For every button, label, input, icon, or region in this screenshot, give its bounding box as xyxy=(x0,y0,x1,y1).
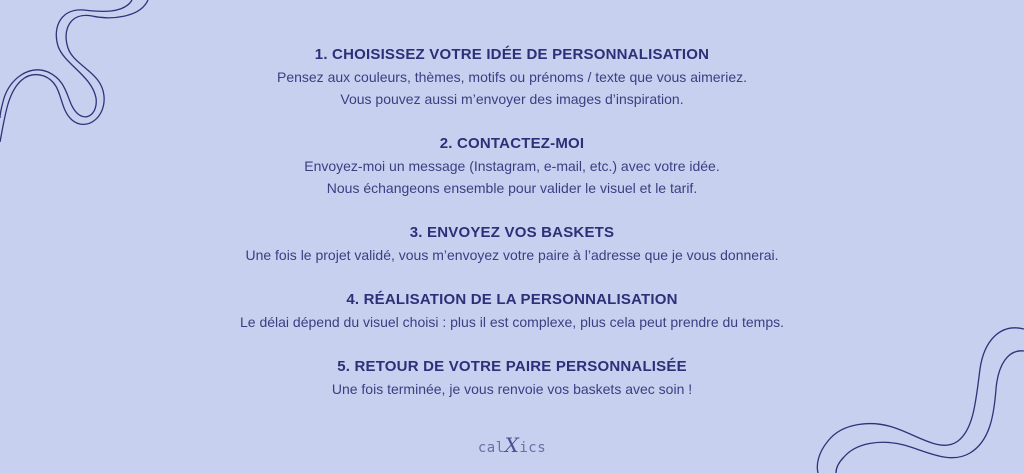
step-5 xyxy=(0,356,1024,400)
customization-steps xyxy=(0,44,1024,400)
brand-logo-mark: X xyxy=(504,433,520,457)
step-3 xyxy=(0,222,1024,266)
step-description-line: Nous échangeons ensemble pour valider le visuel et le tarif. xyxy=(326,180,698,196)
step-description-line: Pensez aux couleurs, thèmes, motifs ou prénoms / texte que vous aimeriez. xyxy=(276,69,747,85)
step-description-line: Une fois terminée, je vous renvoie vos baskets avec soin ! xyxy=(331,381,693,397)
step-description-line: Une fois le projet validé, vous m’envoyez votre paire à l’adresse que je vous donnerai. xyxy=(245,247,779,263)
step-1 xyxy=(0,44,1024,110)
step-title: 1. CHOISISSEZ VOTRE IDÉE DE PERSONNALISATION xyxy=(314,46,710,63)
brand-logo-text-end: ics xyxy=(519,440,547,456)
step-2 xyxy=(0,133,1024,199)
step-description-line: Le délai dépend du visuel choisi : plus il est complexe, plus cela peut prendre du temps. xyxy=(240,314,784,330)
brand-logo-text-start: cal xyxy=(477,440,505,456)
step-4 xyxy=(0,289,1024,333)
step-description-line: Vous pouvez aussi m’envoyer des images d’inspiration. xyxy=(340,91,684,107)
brand-logo xyxy=(0,433,1024,457)
step-title: 4. RÉALISATION DE LA PERSONNALISATION xyxy=(346,291,678,308)
step-title: 2. CONTACTEZ-MOI xyxy=(439,135,585,152)
step-title: 3. ENVOYEZ VOS BASKETS xyxy=(409,224,615,241)
step-description-line: Envoyez-moi un message (Instagram, e-mail, etc.) avec votre idée. xyxy=(304,158,720,174)
step-title: 5. RETOUR DE VOTRE PAIRE PERSONNALISÉE xyxy=(337,358,687,375)
